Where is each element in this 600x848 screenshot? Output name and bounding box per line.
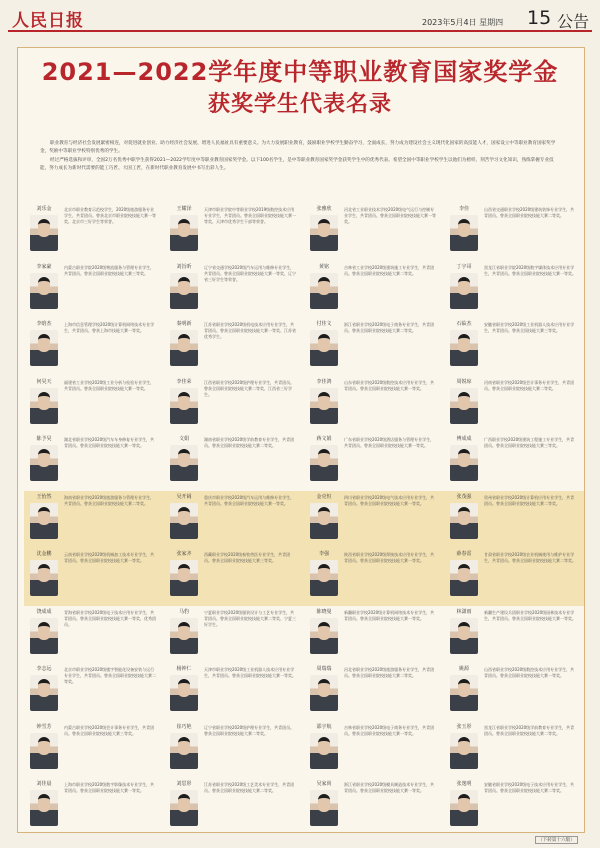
portrait-silhouette: [178, 737, 190, 755]
student-name: 李佳荣: [176, 378, 192, 385]
student-name: 李佳: [458, 206, 469, 212]
student-card: [164, 606, 304, 664]
student-description: 内蒙古职业学校2020级会计事务专业学生，共青团员。曾获全国职业院校技能大赛三等奖。: [64, 724, 155, 736]
student-card: [24, 721, 164, 779]
student-photo: [310, 388, 338, 424]
student-photo: [30, 215, 58, 251]
student-photo: [310, 330, 338, 366]
student-photo: [310, 733, 338, 769]
student-description: 天津市职业学校2020级工业机器人技术应用专业学生，共青团员。曾获全国职业院校技能大赛一等奖。: [204, 667, 296, 679]
student-name: 杨钟仁: [176, 666, 192, 672]
portrait-silhouette: [38, 679, 50, 697]
student-card: [164, 491, 304, 549]
intro-text: [40, 140, 562, 174]
student-name: 吴开阔: [176, 493, 192, 500]
portrait-silhouette: [178, 392, 190, 410]
student-name: 李家豪: [36, 263, 52, 270]
student-name: 陈晓曼: [316, 608, 332, 615]
student-name: 刘思彤: [176, 781, 192, 787]
portrait-silhouette: [458, 794, 470, 812]
student-name: 周锐琼: [456, 378, 472, 385]
student-description: 重庆市职业学校2020级汽车运用与维修专业学生，共青团员。曾获全国职业院校技能大赛一等奖。: [204, 494, 295, 506]
student-card: [304, 778, 444, 836]
student-description: 辽宁省职业学校2020级护理专业学生，共青团员。曾获全国职业院校技能大赛二等奖。: [204, 724, 295, 736]
student-photo: [450, 675, 478, 711]
portrait-silhouette: [318, 564, 330, 582]
student-photo: [310, 618, 338, 654]
student-card: [24, 433, 164, 491]
student-description: 河北省职业学校2020级旅游服务专业学生，共青团员。曾获全国职业院校技能大赛二等奖。: [344, 667, 435, 679]
student-card: [24, 203, 164, 261]
student-description: 新疆职业学校2020级计算机网络技术专业学生，共青团员。曾获全国职业院校技能大赛一等奖。: [344, 609, 435, 621]
student-photo: [450, 388, 478, 424]
student-description: 甘肃省职业学校2020级农业机械使用与维护专业学生，共青团员。曾获全国职业院校技能大赛二等奖。: [484, 552, 576, 564]
student-photo: [170, 733, 198, 769]
portrait-silhouette: [318, 679, 330, 697]
portrait-silhouette: [38, 449, 50, 467]
student-photo: [450, 560, 478, 596]
intro-paragraph-1: 职业教育与经济社会发展紧密相连，对促进就业创业、助力经济社会发展、增进人民福祉具有重要意义。为大力发展职业教育，鼓励职业学校学生勤奋学习，全面成长，努力成为建设社会主义现代化国家的高技能人才，国家设立中等职业教育国家奖学金，奖励中等职业学校特别优秀的学生。: [40, 141, 556, 155]
student-description: 江西省职业学校2020级护理专业学生，共青团员。曾获全国职业院校技能大赛二等奖、江西省三好学生。: [204, 379, 295, 397]
student-photo: [170, 388, 198, 424]
student-card: [304, 261, 444, 319]
page-title-line1: 2021—2022学年度中等职业教育国家奖学金: [41, 58, 559, 86]
portrait-silhouette: [178, 622, 190, 640]
student-name: 马豹: [178, 608, 189, 615]
student-card: [444, 261, 584, 319]
student-name: 薛春雷: [456, 551, 472, 557]
portrait-silhouette: [318, 737, 330, 755]
student-card: [164, 721, 304, 779]
student-name: 王怡然: [36, 493, 52, 500]
student-name: 刘乐金: [36, 206, 52, 212]
student-card: [444, 433, 584, 491]
student-photo: [450, 503, 478, 539]
student-name: 刘佳晨: [36, 781, 52, 787]
student-card: [444, 721, 584, 779]
student-name: 饶成成: [36, 608, 52, 615]
student-name: 李志远: [36, 666, 52, 672]
portrait-silhouette: [38, 737, 50, 755]
student-description: 上海市信息管理学校2020级计算机网络技术专业学生，共青团员。曾获上海市技能大赛一等奖。: [64, 322, 155, 334]
portrait-silhouette: [38, 622, 50, 640]
student-name: 蒋文娟: [316, 436, 332, 442]
student-card: [24, 318, 164, 376]
student-card: [24, 548, 164, 606]
student-name: 张家齐: [176, 551, 192, 557]
student-card: [304, 663, 444, 721]
portrait-silhouette: [458, 392, 470, 410]
student-description: 上海市职业学校2020级数字影像技术专业学生，共青团员。曾获全国职业院校技能大赛一等奖。: [64, 782, 155, 794]
student-description: 海南省职业学校2020级旅游服务与管理专业学生，共青团员。曾获全国职业院校技能大赛二等奖。: [64, 494, 155, 506]
newspaper-logo: 人民日报: [12, 11, 84, 31]
student-photo: [30, 273, 58, 309]
student-description: 青海省职业学校2020级电子技术应用专业学生，共青团员。曾获全国职业院校技能大赛一等奖、优秀团员。: [64, 609, 156, 627]
portrait-silhouette: [318, 334, 330, 352]
student-photo: [450, 618, 478, 654]
portrait-silhouette: [318, 449, 330, 467]
student-card: [304, 318, 444, 376]
portrait-silhouette: [458, 679, 470, 697]
student-photo: [170, 445, 198, 481]
student-name: 黄铭: [318, 263, 329, 270]
portrait-silhouette: [38, 564, 50, 582]
student-description: 吉林省职业学校2020级电子商务专业学生，共青团员。曾获全国职业院校技能大赛一等奖。: [344, 724, 435, 736]
student-photo: [310, 560, 338, 596]
portrait-silhouette: [458, 449, 470, 467]
student-description: 安徽省职业学校2020级工业机器人技术应用专业学生，共青团员。曾获全国技能大赛三等奖。: [484, 322, 575, 334]
student-photo: [310, 273, 338, 309]
portrait-silhouette: [38, 392, 50, 410]
student-description: 江苏省职业学校2020级机电技术应用专业学生，共青团员。曾获全国职业院校技能大赛一等奖、江苏省优秀学生。: [204, 322, 296, 340]
portrait-silhouette: [178, 219, 190, 237]
student-card: [444, 491, 584, 549]
student-name: 丁宇哥: [456, 263, 472, 270]
student-grid: [24, 203, 584, 836]
student-photo: [450, 790, 478, 826]
student-photo: [30, 503, 58, 539]
student-card: [304, 433, 444, 491]
student-photo: [30, 388, 58, 424]
student-card: [304, 491, 444, 549]
student-description: 天津市职业学院中等职业学校2019级数控技术应用专业学生，共青团员。曾获全国职业院校技能大赛一等奖、天津市优秀学生干部等荣誉。: [204, 207, 296, 225]
portrait-silhouette: [458, 277, 470, 295]
portrait-silhouette: [458, 219, 470, 237]
student-card: [164, 548, 304, 606]
student-name: 李佳鸿: [316, 378, 332, 385]
student-description: 宁夏职业学校2020级服装设计与工艺专业学生，共青团员。曾获全国职业院校技能大赛二等奖、宁夏三好学生。: [204, 609, 296, 627]
student-card: [444, 663, 584, 721]
portrait-silhouette: [38, 334, 50, 352]
student-description: 吉林省工业学校2020级建筑施工专业学生，共青团员。曾获全国职业院校技能大赛二等奖。: [344, 264, 435, 276]
portrait-silhouette: [318, 507, 330, 525]
intro-paragraph-2: 经过严格选拔和评审，全国2万名优秀中职学生获得2021—2022学年度中等职业教育国家奖学金。以下100名学生，是中等职业教育国家奖学金获奖学生中的优秀代表。希望全国中等职业学校学生以他们为榜样，刻苦学习文化知识，熟练掌握专业技能，努力成长为新时代需要的能工巧匠、大国工匠，在新时代职业教育发展中书写出彩人生。: [40, 157, 554, 172]
portrait-silhouette: [458, 622, 470, 640]
portrait-silhouette: [318, 277, 330, 295]
student-card: [164, 433, 304, 491]
student-name: 何昊天: [36, 378, 52, 385]
portrait-silhouette: [178, 794, 190, 812]
student-photo: [170, 215, 198, 251]
student-description: 云南省职业学校2020级机械加工技术专业学生，共青团员。曾获全国职业院校技能大赛一等奖。: [64, 552, 155, 564]
portrait-silhouette: [458, 507, 470, 525]
portrait-silhouette: [458, 564, 470, 582]
portrait-silhouette: [178, 564, 190, 582]
student-photo: [170, 618, 198, 654]
student-photo: [450, 273, 478, 309]
student-card: [24, 778, 164, 836]
student-description: 广西职业学校2020级建筑工程施工专业学生，共青团员。曾获全国职业院校技能大赛三等奖。: [484, 437, 575, 449]
student-name: 张逸明: [456, 781, 472, 787]
student-photo: [30, 330, 58, 366]
student-description: 四川省职业学校2020级电气技术应用专业学生，共青团员。曾获全国职业院校技能大赛一等奖。: [344, 494, 435, 506]
page-number: 15: [527, 7, 552, 29]
student-photo: [450, 445, 478, 481]
student-description: 江苏省职业学校2020级工艺美术专业学生，共青团员。曾获全国职业院校技能大赛二等奖。: [204, 782, 295, 794]
portrait-silhouette: [318, 794, 330, 812]
portrait-silhouette: [178, 334, 190, 352]
student-description: 山西省职业学校2020级数控技术应用专业学生，共青团员。曾获全国职业院校技能大赛一等奖。: [484, 667, 575, 679]
portrait-silhouette: [178, 277, 190, 295]
student-description: 黑龙江省职业学院2020级数字媒体技术应用专业学生，共青团员。曾获全国职业院校技能大赛一等奖。: [484, 264, 576, 276]
student-card: [304, 203, 444, 261]
student-name: 金克恒: [316, 493, 332, 500]
student-card: [444, 318, 584, 376]
student-photo: [170, 560, 198, 596]
student-description: 新疆生产建设兵团职业学校2020级园林技术专业学生，共青团员。曾获全国职业院校技能大赛一等奖。: [484, 609, 576, 621]
student-card: [24, 663, 164, 721]
student-card: [164, 778, 304, 836]
student-photo: [170, 790, 198, 826]
student-photo: [170, 675, 198, 711]
student-name: 邵宇航: [316, 723, 332, 730]
student-photo: [310, 445, 338, 481]
portrait-silhouette: [38, 219, 50, 237]
student-card: [164, 318, 304, 376]
student-photo: [450, 215, 478, 251]
student-name: 林潇雨: [456, 608, 472, 615]
student-description: 辽宁省交通学校2020级汽车运用与维修专业学生，共青团员。曾获全国职业院校技能大赛一等奖、辽宁省三好学生等荣誉。: [204, 264, 296, 282]
student-name: 石临杰: [456, 321, 472, 327]
portrait-silhouette: [318, 622, 330, 640]
student-description: 广东省职业学校2020级酒店服务与管理专业学生，共青团员。曾获全国职业院校技能大赛一等奖。: [344, 437, 435, 449]
student-name: 张玉彤: [456, 723, 472, 730]
student-photo: [170, 330, 198, 366]
student-name: 李强: [318, 551, 329, 557]
portrait-silhouette: [458, 334, 470, 352]
student-description: 湖南省职业学校2020级学前教育专业学生，共青团员。曾获全国职业院校技能大赛二等奖。: [204, 437, 295, 449]
student-photo: [450, 733, 478, 769]
student-name: 崔巧艳: [176, 723, 192, 730]
student-description: 内蒙古职业学院2020级物流服务与管理专业学生，共青团员。曾获全国职业院校技能大赛三等奖。: [64, 264, 155, 276]
student-photo: [310, 790, 338, 826]
student-photo: [170, 503, 198, 539]
student-description: 西藏职业学校2020级畜牧兽医专业学生，共青团员。曾获全国职业院校技能大赛三等奖。: [204, 552, 291, 564]
student-description: 陕西省职业学校2020级焊接技术应用专业学生，共青团员。曾获全国职业院校技能大赛一等奖。: [344, 552, 435, 564]
portrait-silhouette: [458, 737, 470, 755]
continued-note: （下转第十六版）: [535, 836, 578, 844]
portrait-silhouette: [178, 507, 190, 525]
student-description: 安徽省职业学校2020级电子技术应用专业学生，共青团员。曾获全国职业院校技能大赛二等奖。: [484, 782, 575, 794]
student-name: 沈金鹏: [36, 551, 52, 557]
student-description: 湖北省职业学校2020级汽车车身修复专业学生，共青团员。曾获全国职业院校技能大赛一等奖。: [64, 437, 155, 449]
student-photo: [30, 560, 58, 596]
student-card: [304, 721, 444, 779]
student-card: [164, 203, 304, 261]
student-photo: [310, 215, 338, 251]
portrait-silhouette: [178, 449, 190, 467]
student-description: 河北省工业职业技术学校2020级电气运行与控制专业学生，共青团员。曾获全国职业院校技能大赛一等奖。: [344, 207, 436, 225]
student-name: 李晗杰: [36, 321, 52, 327]
student-description: 河南省职业学校2020级会计事务专业学生，共青团员。曾获全国职业院校技能大赛二等奖。: [484, 379, 575, 391]
student-card: [24, 376, 164, 434]
student-name: 张茂强: [456, 493, 472, 500]
masthead: [8, 4, 592, 32]
student-name: 姚源: [458, 666, 469, 672]
portrait-silhouette: [38, 277, 50, 295]
student-card: [444, 606, 584, 664]
student-card: [444, 548, 584, 606]
student-name: 张雅欣: [316, 206, 332, 212]
student-description: 山西省交通职业学校2020级建筑装饰专业学生，共青团员。曾获全国职业院校技能大赛二等奖。: [484, 207, 575, 219]
student-description: 浙江省职业学校2020级模具制造技术专业学生，共青团员。曾获全国职业院校技能大赛一等奖。: [344, 782, 435, 794]
portrait-silhouette: [38, 794, 50, 812]
student-card: [444, 778, 584, 836]
portrait-silhouette: [38, 507, 50, 525]
student-card: [444, 203, 584, 261]
student-name: 钟雪芳: [36, 723, 52, 730]
student-name: 吴家尚: [316, 781, 332, 787]
portrait-silhouette: [318, 219, 330, 237]
student-card: [304, 606, 444, 664]
student-photo: [30, 733, 58, 769]
student-photo: [30, 790, 58, 826]
student-name: 傅成成: [456, 436, 472, 442]
student-name: 王耀泽: [176, 206, 192, 212]
student-name: 刘旨昕: [176, 263, 192, 270]
student-name: 文娟: [178, 436, 189, 442]
student-card: [444, 376, 584, 434]
student-name: 陈予昊: [36, 436, 52, 442]
student-description: 贵州省职业学校2020级计算机应用专业学生，共青团员。曾获全国职业院校技能大赛二等奖。: [484, 494, 575, 506]
student-photo: [450, 330, 478, 366]
student-name: 秦明新: [176, 321, 192, 327]
student-photo: [310, 675, 338, 711]
student-name: 周瑞瑞: [316, 666, 332, 672]
student-card: [304, 376, 444, 434]
student-card: [164, 376, 304, 434]
student-description: 北京市职业教育示范校学生，2020级旅游服务专业学生，共青团员。曾获北京市职业院校技能大赛一等奖、北京市三好学生等荣誉。: [64, 207, 156, 225]
student-description: 福建省工业学校2020级工业分析与检验专业学生，共青团员。曾获全国职业院校技能大赛一等奖。: [64, 379, 155, 391]
student-card: [304, 548, 444, 606]
student-card: [24, 261, 164, 319]
student-description: 山东省职业学校2020级数控技术应用专业学生，共青团员。曾获全国职业院校技能大赛一等奖。: [344, 379, 435, 391]
student-photo: [30, 445, 58, 481]
student-description: 浙江省职业学校2020级电子商务专业学生，共青团员。曾获全国职业院校技能大赛二等奖。: [344, 322, 435, 334]
student-description: 黑龙江省职业学校2020级学前教育专业学生，共青团员。曾获全国职业院校技能大赛二等奖。: [484, 724, 575, 736]
dateline: 2023年5月4日 星期四: [422, 18, 504, 27]
student-photo: [30, 675, 58, 711]
page-title-line2: 获奖学生代表名录: [207, 92, 392, 117]
student-card: [24, 606, 164, 664]
student-card: [164, 261, 304, 319]
student-card: [24, 491, 164, 549]
portrait-silhouette: [318, 392, 330, 410]
student-photo: [170, 273, 198, 309]
section-name: 公告: [557, 12, 590, 31]
portrait-silhouette: [178, 679, 190, 697]
student-photo: [310, 503, 338, 539]
student-photo: [30, 618, 58, 654]
student-card: [164, 663, 304, 721]
student-description: 北京市职业学校2020级楼宇智能化设备安装与运行专业学生，共青团员。曾获全国职业院校技能大赛二等奖。: [64, 667, 156, 685]
student-name: 付佳文: [316, 321, 332, 327]
